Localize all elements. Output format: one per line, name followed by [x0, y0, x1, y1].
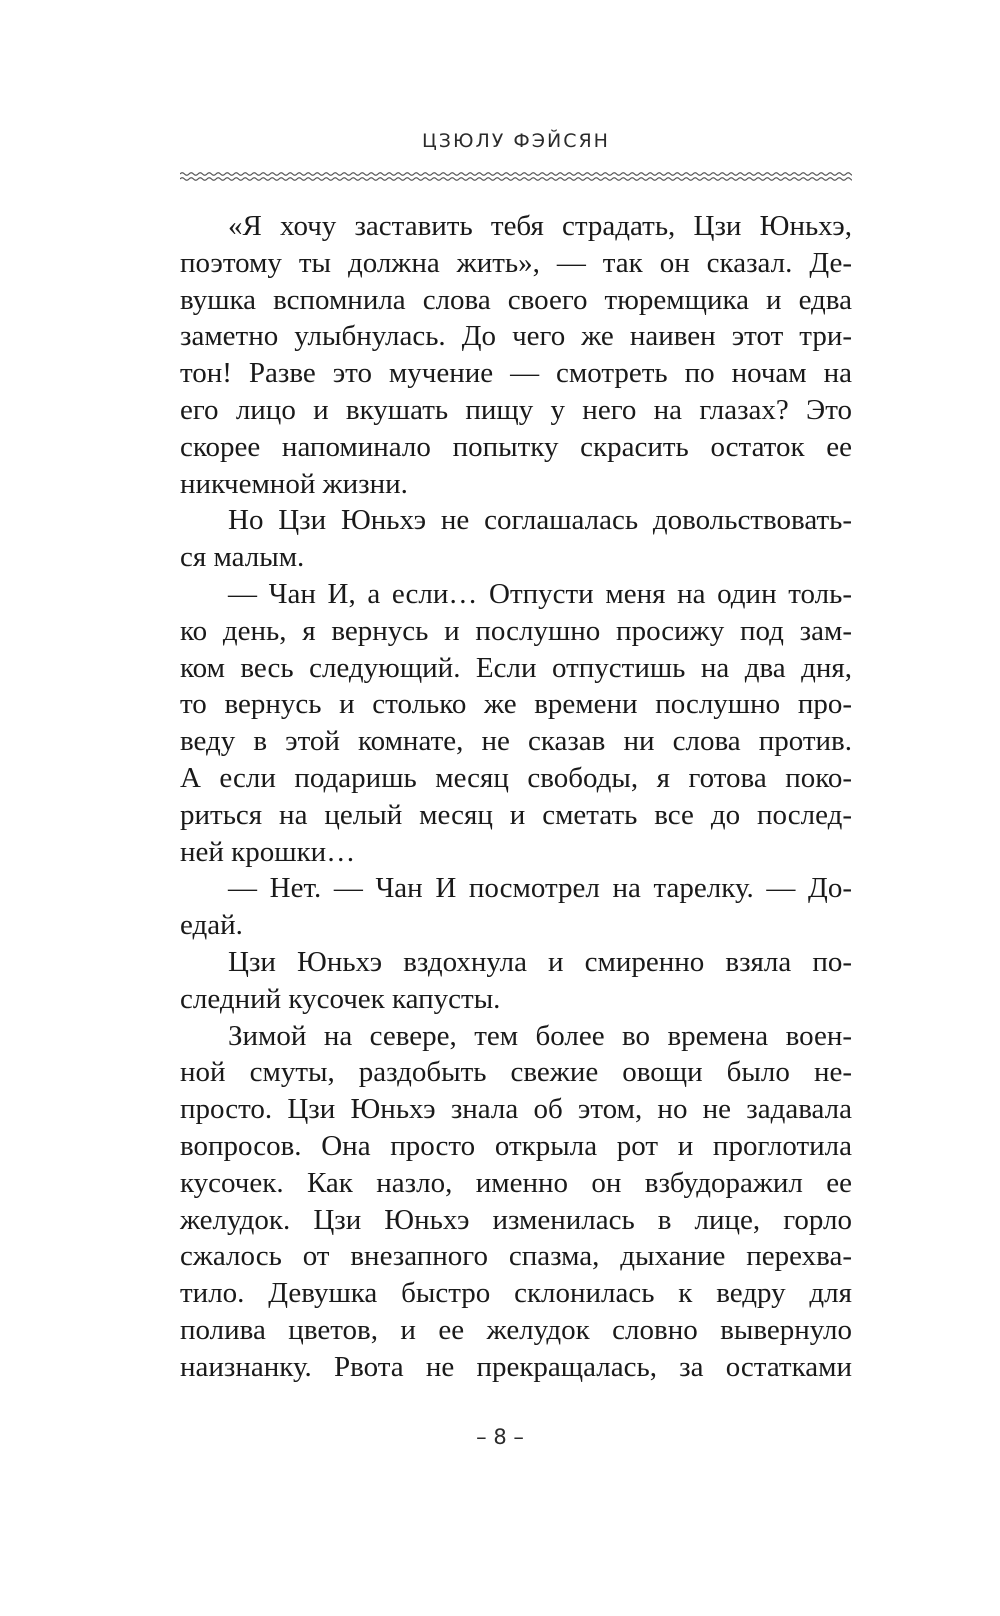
- decorative-wavy-rule: [180, 170, 852, 184]
- text-line: тон! Разве это мучение — смотреть по ночам на: [180, 357, 852, 390]
- text-line: А если подаришь месяц свободы, я готова поко-: [180, 761, 852, 794]
- text-line: ком весь следующий. Если отпустишь на два дня,: [180, 651, 852, 684]
- running-header: ЦЗЮЛУ ФЭЙСЯН: [422, 130, 610, 152]
- text-line: тило. Девушка быстро склонилась к ведру для: [180, 1277, 852, 1310]
- text-line: полива цветов, и ее желудок словно вывернуло: [180, 1313, 852, 1346]
- text-line: то вернусь и столько же времени послушно про-: [180, 688, 852, 721]
- text-line: желудок. Цзи Юньхэ изменилась в лице, горло: [180, 1203, 852, 1236]
- text-line: ней крошки…: [180, 835, 356, 868]
- text-line: веду в этой комнате, не сказав ни слова против.: [180, 725, 852, 758]
- text-line: Цзи Юньхэ вздохнула и смиренно взяла по-: [228, 945, 852, 978]
- text-line: ной смуты, раздобыть свежие овощи было не-: [180, 1056, 852, 1089]
- text-line: едай.: [180, 909, 243, 942]
- text-line: Зимой на севере, тем более во времена воен-: [228, 1019, 852, 1052]
- body-text: [180, 208, 852, 1386]
- text-line: вопросов. Она просто открыла рот и проглотила: [180, 1129, 852, 1162]
- text-line: наизнанку. Рвота не прекращалась, за остатками: [180, 1350, 852, 1383]
- text-line: ся малым.: [180, 541, 305, 574]
- text-line: Но Цзи Юньхэ не соглашалась довольствовать-: [228, 504, 852, 537]
- text-line: следний кусочек капусты.: [180, 982, 501, 1015]
- text-line: просто. Цзи Юньхэ знала об этом, но не задавала: [180, 1093, 852, 1126]
- page-number: – 8 –: [476, 1425, 524, 1449]
- text-line: его лицо и вкушать пищу у него на глазах? Это: [180, 393, 852, 426]
- text-line: «Я хочу заставить тебя страдать, Цзи Юньхэ,: [228, 210, 852, 242]
- text-line: кусочек. Как назло, именно он взбудоражил ее: [180, 1166, 852, 1199]
- text-line: заметно улыбнулась. До чего же наивен этот три-: [180, 320, 852, 353]
- text-line: — Нет. — Чан И посмотрел на тарелку. — До-: [228, 872, 852, 905]
- text-line: скорее напоминало попытку скрасить остаток ее: [180, 430, 852, 463]
- text-line: поэтому ты должна жить», — так он сказал. Де-: [180, 246, 852, 279]
- text-line: никчемной жизни.: [180, 467, 408, 500]
- text-line: ко день, я вернусь и послушно просижу под зам-: [180, 614, 852, 647]
- text-line: — Чан И, а если… Отпусти меня на один толь-: [228, 577, 852, 610]
- text-line: вушка вспомнила слова своего тюремщика и едва: [180, 283, 852, 316]
- text-line: сжалось от внезапного спазма, дыхание перехва-: [180, 1240, 852, 1273]
- text-line: риться на целый месяц и сметать все до послед-: [180, 798, 852, 831]
